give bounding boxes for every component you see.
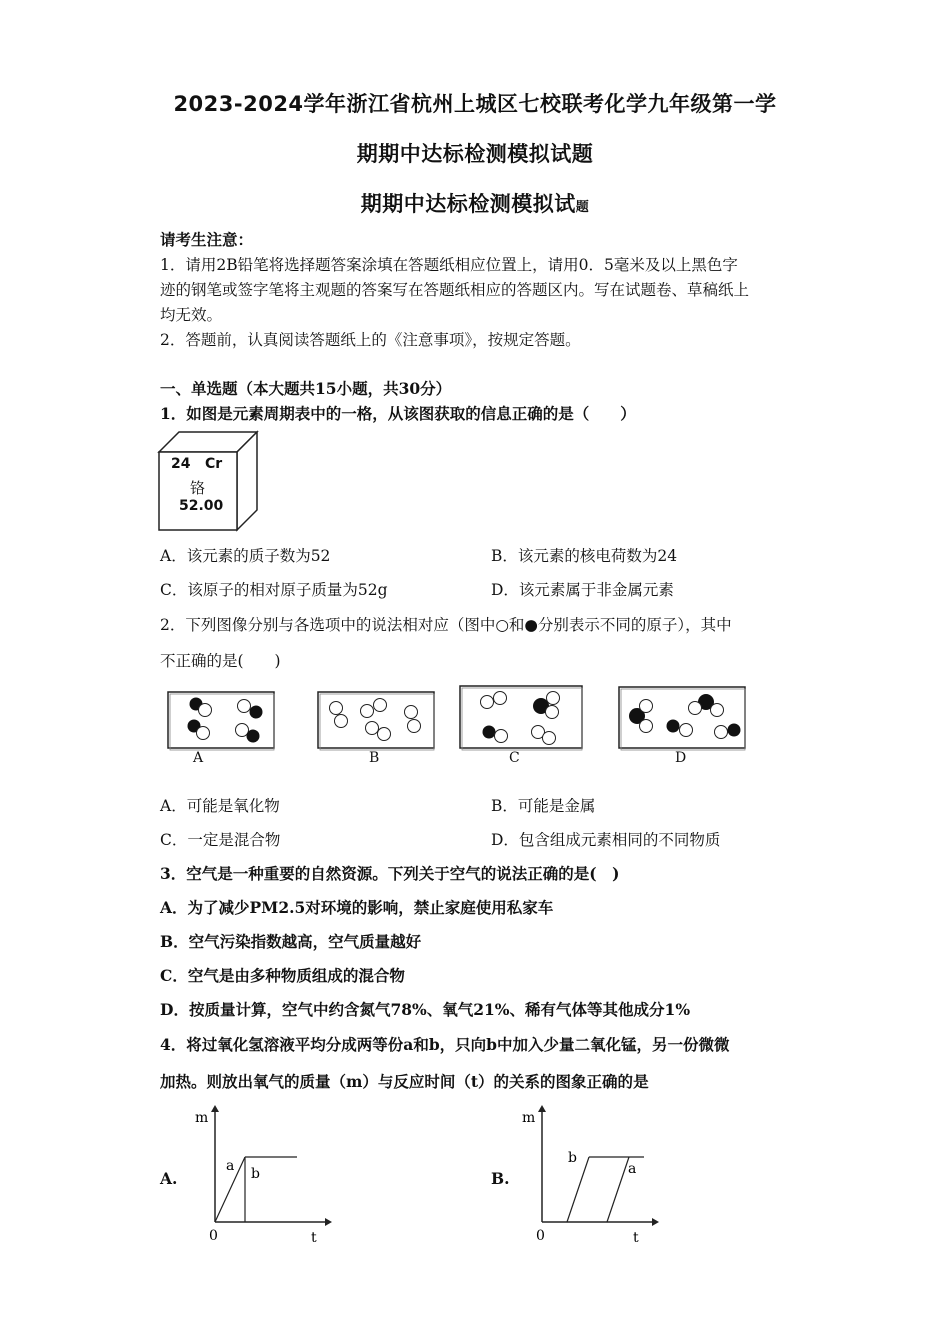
q1-atomic-mass: 52.00	[179, 498, 224, 514]
notice-item1-line1: 1．请用2B铅笔将选择题答案涂填在答题纸相应位置上，请用0．5毫米及以上黑色字	[160, 256, 738, 274]
q4-stem-line1: 4．将过氧化氢溶液平均分成两等份a和b，只向b中加入少量二氧化锰，另一份微微	[160, 1035, 730, 1054]
q2-particle-diagrams	[160, 684, 760, 774]
q2-label-c: C	[509, 750, 520, 766]
q2-diagram-a	[168, 692, 274, 750]
q1-stem: 1．如图是元素周期表中的一格，从该图获取的信息正确的是（ ）	[160, 404, 636, 423]
q1-element-cell	[155, 428, 265, 538]
q1-element-name: 铬	[190, 479, 206, 497]
q1-element-symbol: Cr	[205, 456, 223, 472]
q3-option-b[interactable]: B．空气污染指数越高，空气质量越好	[160, 932, 422, 951]
q4-graph-b-x-label: t	[633, 1230, 639, 1246]
q4-graph-b-origin: 0	[536, 1228, 545, 1244]
page-title-line2: 期期中达标检测模拟试题	[356, 142, 594, 166]
q2-option-c[interactable]: C．一定是混合物	[160, 831, 281, 849]
q4-graph-a-y-label: m	[195, 1110, 209, 1126]
q4-graph-b-y-label: m	[522, 1110, 536, 1126]
q3-option-a[interactable]: A．为了减少PM2.5对环境的影响，禁止家庭使用私家车	[160, 898, 554, 917]
q4-graph-a-option-label[interactable]: A.	[160, 1169, 178, 1188]
q4-graph-b-curve-b: b	[568, 1150, 577, 1166]
section-heading: 一、单选题（本大题共15小题，共30分）	[160, 379, 452, 398]
q2-diagram-b	[318, 692, 434, 750]
q2-stem-line1: 2．下列图像分别与各选项中的说法相对应（图中○和●分别表示不同的原子），其中	[160, 616, 732, 634]
q2-label-b: B	[369, 750, 380, 766]
q4-graph-a-curve-a: a	[226, 1158, 235, 1174]
q3-option-c[interactable]: C．空气是由多种物质组成的混合物	[160, 966, 405, 985]
q2-diagram-c	[460, 686, 582, 750]
q4-graph-a	[185, 1100, 335, 1250]
q1-option-a[interactable]: A．该元素的质子数为52	[160, 547, 331, 565]
page-subtitle	[0, 188, 950, 218]
q2-option-a[interactable]: A．可能是氧化物	[160, 797, 280, 815]
q4-graph-b-option-label[interactable]: B.	[491, 1169, 510, 1188]
q1-atomic-number: 24	[171, 456, 191, 472]
notice-heading: 请考生注意：	[160, 230, 254, 249]
q4-graph-a-x-label: t	[311, 1230, 317, 1246]
q4-graph-b	[512, 1100, 662, 1250]
page-subtitle-tail: 题	[575, 200, 590, 215]
q1-option-c[interactable]: C．该原子的相对原子质量为52g	[160, 581, 388, 599]
q4-graph-a-origin: 0	[209, 1228, 218, 1244]
notice-item1-line3: 均无效。	[160, 306, 223, 324]
notice-item1-line2: 迹的钢笔或签字笔将主观题的答案写在答题纸相应的答题区内。写在试题卷、草稿纸上	[160, 281, 750, 299]
q1-option-d[interactable]: D．该元素属于非金属元素	[491, 581, 674, 599]
q2-option-d[interactable]: D．包含组成元素相同的不同物质	[491, 831, 721, 849]
q4-graph-a-curve-b: b	[251, 1166, 260, 1182]
q2-stem-line2: 不正确的是( )	[160, 652, 281, 670]
q1-option-b[interactable]: B．该元素的核电荷数为24	[491, 547, 678, 565]
q2-option-b[interactable]: B．可能是金属	[491, 797, 596, 815]
q2-label-a: A	[193, 750, 204, 766]
notice-item2: 2．答题前，认真阅读答题纸上的《注意事项》，按规定答题。	[160, 331, 581, 349]
page-title-line1: 2023-2024学年浙江省杭州上城区七校联考化学九年级第一学	[173, 92, 777, 116]
page-subtitle-main: 期期中达标检测模拟试	[360, 192, 576, 216]
q4-stem-line2: 加热。则放出氧气的质量（m）与反应时间（t）的关系的图象正确的是	[160, 1072, 649, 1091]
q2-label-d: D	[675, 750, 687, 766]
q2-diagram-d	[619, 687, 745, 750]
q3-stem: 3．空气是一种重要的自然资源。下列关于空气的说法正确的是( )	[160, 864, 620, 883]
q4-graph-b-curve-a: a	[628, 1161, 637, 1177]
q3-option-d[interactable]: D．按质量计算，空气中约含氮气78%、氧气21%、稀有气体等其他成分1%	[160, 1000, 691, 1019]
